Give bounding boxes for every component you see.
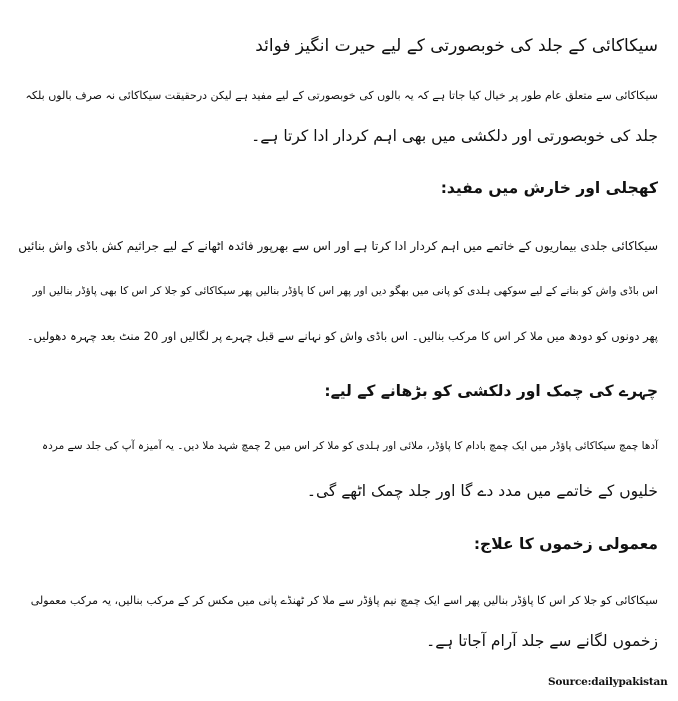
section-itching-line-2: اس باڈی واش کو بنانے کے لیے سوکھی ہلدی کو پانی میں بھگو دیں اور پھر اس کا پاؤڈر بنالیں پھر سیکاکائی کو جلا کر اس کا بھی پاؤڈر بنالیں اور <box>32 285 658 297</box>
section-wounds-line-1: سیکاکائی کو جلا کر اس کا پاؤڈر بنالیں پھر اسے ایک چمچ نیم پاؤڈر سے ملا کر ٹھنڈے پانی میں مکس کر کے مرکب بنالیں، یہ مرکب معمولی <box>30 594 658 607</box>
section-heading-itching: کھجلی اور خارش میں مفید: <box>440 179 658 197</box>
section-heading-glow: چہرے کی چمک اور دلکشی کو بڑھانے کے لیے: <box>324 382 658 400</box>
section-itching-line-3: پھر دونوں کو دودھ میں ملا کر اس کا مرکب بنالیں۔ اس باڈی واش کو نہانے سے قبل چہرے پر لگالیں اور 20 منٹ بعد چہرہ دھولیں۔ <box>26 329 658 343</box>
article-title: سیکاکائی کے جلد کی خوبصورتی کے لیے حیرت انگیز فوائد <box>255 36 658 56</box>
intro-line-2: جلد کی خوبصورتی اور دلکشی میں بھی اہم کردار ادا کرتا ہے۔ <box>251 127 658 145</box>
section-glow-line-1: آدھا چمچ سیکاکائی پاؤڈر میں ایک چمچ بادام کا پاؤڈر، ملائی اور ہلدی کو ملا کر اس میں 2 چمچ شہد ملا دیں۔ یہ آمیزہ آپ کی جلد سے مردہ <box>41 440 658 452</box>
section-glow-line-2: خلیوں کے خاتمے میں مدد دے گا اور جلد چمک اٹھے گی۔ <box>306 482 658 500</box>
source-credit: Source:dailypakistan <box>548 676 668 688</box>
section-itching-line-1: سیکاکائی جلدی بیماریوں کے خاتمے میں اہم کردار ادا کرتا ہے اور اس سے بھرپور فائدہ اٹھانے کے لیے جراثیم کش باڈی واش بنائیں <box>18 239 658 253</box>
intro-line-1: سیکاکائی سے متعلق عام طور پر خیال کیا جاتا ہے کہ یہ بالوں کی خوبصورتی کے لیے مفید ہے لیکن درحقیقت سیکاکائی نہ صرف بالوں بلکہ <box>25 89 658 102</box>
section-wounds-line-2: زخموں لگانے سے جلد آرام آجاتا ہے۔ <box>426 632 658 650</box>
section-heading-wounds: معمولی زخموں کا علاج: <box>473 535 658 553</box>
